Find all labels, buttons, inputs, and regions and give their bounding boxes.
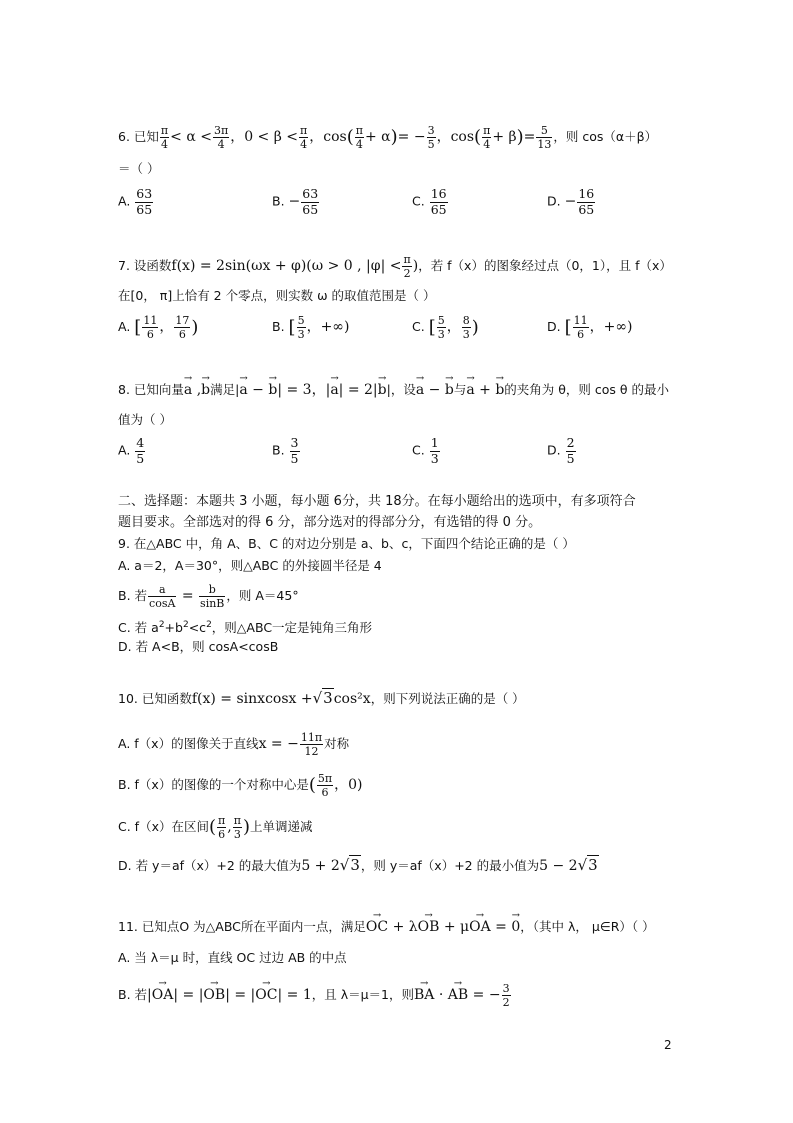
q11-stem — [118, 918, 655, 936]
page-number: 2 — [664, 1038, 672, 1052]
q9-b-pre: B. 若 — [118, 588, 148, 603]
option-letter: C. — [412, 193, 425, 209]
q11-option-b: B. 若|→ OA| = |→ OB| = |→ OC| = 1，且 λ＝μ＝1，则→ BA · → AB = − $\frac{3}{2}$ — [118, 983, 512, 1008]
q9-c-mid1: +b — [164, 620, 183, 636]
q6-cond1: < α < — [170, 129, 212, 145]
eqs: | = | — [225, 987, 256, 1003]
q10-b-post: ，0) — [334, 777, 363, 793]
num: 11 — [573, 314, 588, 327]
num: π — [233, 814, 241, 827]
den: 6 — [178, 328, 186, 341]
q10-c-frac1 — [217, 815, 226, 840]
num: 16 — [578, 186, 595, 201]
num: 8 — [462, 314, 470, 327]
q9-c-pre: C. 若 a — [118, 620, 159, 636]
option-letter: A. — [118, 442, 131, 458]
q8-part5: 与 — [453, 382, 467, 397]
option-letter: A. — [118, 193, 131, 209]
q9-stem — [118, 535, 575, 553]
q10-b-pre: B. f（x）的图像的一个对称中心是 — [118, 777, 309, 792]
vector-zero: → 0 — [511, 918, 520, 936]
vector-ob: → OB — [418, 918, 440, 936]
q10-b-frac — [317, 773, 333, 798]
vector-b: → b — [495, 381, 504, 399]
q7-frac — [402, 254, 411, 279]
q11-b-frac — [502, 983, 511, 1008]
q8-option-d — [547, 437, 577, 465]
den: 3 — [233, 828, 241, 841]
option-frac — [301, 188, 319, 216]
q6-frac-513 — [536, 125, 552, 150]
den: 12 — [304, 745, 319, 758]
q10-d-val2: 5 − 2 — [539, 858, 578, 874]
rest: ，+∞) — [589, 319, 633, 335]
frac1 — [142, 315, 158, 340]
bracket: ) — [471, 317, 479, 338]
num: π — [300, 124, 308, 137]
q11-a-text: A. 当 λ＝μ 时，直线 OC 过边 AB 的中点 — [118, 950, 347, 965]
q11-b-pre: B. 若 — [118, 987, 148, 1002]
option-letter: B. — [272, 193, 285, 209]
vector-b: → b — [445, 381, 454, 399]
q9-option-a — [118, 557, 382, 575]
num: 16 — [430, 186, 447, 201]
bracket: [ — [134, 317, 142, 338]
eq: = — [490, 919, 512, 935]
num: 5 — [536, 125, 552, 138]
q6-option-c — [412, 188, 449, 216]
radicand: 3 — [350, 856, 360, 874]
section2-line2 — [118, 514, 541, 532]
radicand: 3 — [588, 856, 598, 874]
radicand: 3 — [323, 689, 333, 707]
den: sinB — [200, 597, 225, 610]
q8-option-a — [118, 437, 146, 465]
sqrt-3: √3 — [577, 856, 598, 874]
num: a — [148, 584, 176, 597]
den: 3 — [437, 328, 445, 341]
den: 5 — [427, 138, 435, 151]
num: 11π — [300, 731, 323, 744]
frac2 — [174, 315, 190, 340]
option-letter: D. — [547, 193, 561, 209]
q6-frac-pi4c — [355, 125, 364, 150]
eqs: | = | — [173, 987, 204, 1003]
q6-cos1-mid: + α — [364, 129, 391, 145]
q10-prefix: 10. 已知函数 — [118, 691, 192, 706]
option-frac — [577, 188, 595, 216]
eq1: | = 1 — [277, 987, 312, 1003]
den-two: 2 — [403, 267, 411, 280]
q7-line2-text: 在[0， π]上恰有 2 个零点，则实数 ω 的取值范围是（ ） — [118, 288, 436, 303]
den: 6 — [321, 786, 329, 799]
den: 65 — [302, 201, 319, 217]
eq: = − — [468, 987, 501, 1003]
num: 5 — [437, 314, 445, 327]
option-letter: A. — [118, 319, 131, 334]
q9-b-post: ，则 A＝45° — [226, 588, 299, 603]
q6-line2-text: ＝（ ） — [118, 161, 160, 176]
q7-prefix: 7. 设函数 — [118, 258, 172, 273]
q8-part4: |，设 — [386, 382, 416, 397]
option-letter: D. — [547, 319, 561, 334]
sqrt-3: √3 — [339, 856, 360, 874]
q10-c-post: 上单调递减 — [249, 819, 313, 834]
den: 3 — [462, 328, 470, 341]
bracket: [ — [564, 317, 572, 338]
rest: ，+∞) — [306, 319, 350, 335]
section2-text1: 二、选择题：本题共 3 小题，每小题 6分，共 18分。在每小题给出的选项中，有多项符合 — [118, 494, 636, 509]
num: b — [199, 584, 225, 597]
q11-tail: ，（其中 λ， μ∈R）（ ） — [520, 919, 655, 934]
num: 3 — [427, 124, 435, 137]
q8-prefix: 8. 已知向量 — [118, 382, 184, 397]
option-letter: C. — [412, 319, 425, 334]
option-frac — [135, 188, 153, 216]
vector-b: → b — [201, 381, 210, 399]
vector-oc: → OC — [366, 918, 388, 936]
vector-ab: → AB — [448, 986, 468, 1004]
num: 5 — [297, 314, 305, 327]
q6-frac-35 — [427, 125, 436, 150]
sup: 2 — [206, 620, 212, 630]
num: 3 — [290, 435, 299, 450]
q6-frac-pi4b — [299, 125, 308, 150]
q6-option-b — [272, 188, 320, 216]
q8-part6: 的夹角为 θ，则 cos θ 的最小 — [504, 382, 670, 397]
q9-option-b — [118, 584, 299, 609]
num: 63 — [136, 186, 153, 201]
vector-ob: → OB — [203, 986, 225, 1004]
q10-d-pre: D. 若 y＝af（x）+2 的最大值为 — [118, 858, 302, 873]
den: 5 — [290, 450, 299, 466]
option-letter: B. — [272, 442, 285, 458]
option-frac — [290, 437, 300, 465]
mu: + μ — [439, 919, 470, 935]
q10-func: f(x) = sinxcosx + — [191, 691, 313, 707]
sup: 2 — [182, 620, 189, 630]
q6-tail: ，则 cos（α＋β） — [553, 129, 658, 144]
q9-a-text: A. a＝2，A＝30°，则△ABC 的外接圆半径是 4 — [118, 558, 382, 573]
frac2 — [462, 315, 471, 340]
option-frac — [135, 437, 145, 465]
q6-frac-pi4d — [482, 125, 491, 150]
q6-prefix: 6. 已知 — [118, 129, 159, 144]
q7-func-end: ) — [412, 258, 419, 274]
q7-stem — [118, 254, 672, 279]
vector-a: → a — [184, 381, 192, 399]
q9-stem-text: 9. 在△ABC 中，角 A、B、C 的对边分别是 a、b、c，下面四个结论正确的是（ ） — [118, 536, 575, 551]
q9-option-c — [118, 616, 372, 637]
q10-tail: ，则下列说法正确的是（ ） — [370, 691, 525, 706]
den: 6 — [218, 828, 226, 841]
q9-b-frac2 — [199, 584, 225, 609]
bracket: ) — [191, 317, 199, 338]
sqrt-3: √3 — [312, 689, 333, 707]
q10-a-pre: A. f（x）的图像关于直线 — [118, 736, 259, 751]
comma: , — [192, 382, 202, 398]
num: 63 — [302, 186, 319, 201]
num: 5π — [317, 772, 333, 785]
vector-a: → a — [330, 381, 338, 399]
q8-stem — [118, 381, 669, 399]
q9-c-mid2: <c — [188, 620, 207, 636]
vector-a: → a — [466, 381, 474, 399]
frac1 — [573, 315, 589, 340]
q6-cos1-eq: = − — [397, 129, 426, 145]
option-sign: − — [288, 193, 301, 210]
sep: ， — [446, 319, 461, 335]
den: 65 — [578, 201, 595, 217]
num: 17 — [175, 314, 190, 327]
sup: 2 — [158, 620, 165, 630]
q9-option-d — [118, 638, 278, 656]
q7-option-c — [412, 315, 479, 340]
q6-cos1: ，cos — [309, 129, 347, 145]
den: 4 — [355, 138, 363, 151]
q7-option-d — [547, 315, 632, 340]
option-letter: D. — [547, 442, 561, 458]
option-letter: B. — [272, 319, 285, 334]
q10-a-frac — [300, 732, 323, 757]
q10-func2: cos²x — [333, 691, 371, 707]
num: π — [403, 253, 411, 266]
section2-text2: 题目要求。全部选对的得 6 分，部分选对的得部分分，有选错的得 0 分。 — [118, 515, 542, 530]
vector-a: → a — [239, 381, 247, 399]
num: π — [483, 124, 491, 137]
vector-b: → b — [268, 381, 277, 399]
q10-option-c: C. f（x）在区间( $\frac{\pi}{6}$ , $\frac{\pi}{3}$ )上单调递减 — [118, 814, 313, 841]
den: 6 — [577, 328, 585, 341]
frac1 — [437, 315, 446, 340]
q6-option-d — [547, 188, 596, 216]
option-frac — [430, 188, 448, 216]
q10-d-val1: 5 + 2 — [301, 858, 340, 874]
q6-cos2-eq: = — [523, 129, 536, 145]
q7-tail: ，若 f（x）的图象经过点（0，1），且 f（x） — [418, 258, 672, 273]
vector-oa: → OA — [469, 918, 491, 936]
q11-prefix: 11. 已知点O 为△ABC所在平面内一点，满足 — [118, 919, 366, 934]
q10-a-post: 对称 — [324, 736, 350, 751]
q6-option-a — [118, 188, 154, 216]
q7-option-b — [272, 315, 349, 340]
q7-line2 — [118, 287, 436, 305]
den: 4 — [300, 138, 308, 151]
option-frac — [566, 437, 576, 465]
num: 3π — [213, 124, 229, 137]
den: cosA — [149, 597, 176, 610]
bracket: [ — [288, 317, 296, 338]
num: 1 — [430, 435, 439, 450]
option-sign: − — [564, 193, 577, 210]
q10-d-mid: ，则 y＝af（x）+2 的最小值为 — [360, 858, 540, 873]
dot: · — [434, 987, 448, 1003]
q7-option-a — [118, 315, 198, 340]
den: 5 — [136, 450, 145, 466]
bracket: [ — [428, 317, 436, 338]
vector-ba: → BA — [414, 986, 434, 1004]
den: 4 — [217, 138, 225, 151]
section2-line1 — [118, 493, 636, 511]
q8-option-b — [272, 437, 301, 465]
q11-b-mid: ，且 λ＝μ＝1，则 — [311, 987, 415, 1002]
q10-stem — [118, 689, 525, 708]
num: π — [160, 124, 169, 137]
den: 6 — [146, 328, 154, 341]
q6-line2 — [118, 160, 159, 178]
vector-a: → a — [416, 381, 424, 399]
q6-frac-pi4 — [160, 125, 169, 150]
den: 5 — [566, 450, 575, 466]
num: π — [218, 814, 226, 827]
lambda: + λ — [388, 919, 418, 935]
num: 11 — [143, 314, 158, 327]
den: 65 — [430, 201, 447, 217]
option-letter: C. — [412, 442, 425, 458]
num: π — [355, 124, 363, 137]
q10-c-pre: C. f（x）在区间 — [118, 819, 209, 834]
den: 4 — [483, 138, 491, 151]
sep: ， — [159, 319, 174, 335]
q10-option-d — [118, 856, 599, 875]
num: 2 — [566, 435, 575, 450]
q10-option-b: B. f（x）的图像的一个对称中心是( $\frac{5\pi}{6}$ ，0) — [118, 772, 363, 799]
q10-a-eq: x = − — [258, 736, 299, 752]
den: 13 — [537, 138, 552, 151]
q9-d-text: D. 若 A<B，则 cosA<cosB — [118, 639, 279, 654]
q6-frac-3pi4 — [213, 125, 229, 150]
q10-option-a — [118, 732, 349, 757]
eq: = — [177, 588, 199, 604]
q11-option-a — [118, 949, 347, 967]
den: 3 — [297, 328, 305, 341]
vector-oc: → OC — [255, 986, 277, 1004]
q8-part2: | = 3，| — [277, 382, 331, 398]
minus: − — [424, 382, 445, 398]
den: 3 — [430, 450, 439, 466]
den: 2 — [502, 996, 510, 1009]
vector-b: → b — [378, 381, 387, 399]
q8-line2-text: 值为（ ） — [118, 412, 172, 427]
plus: + — [474, 382, 496, 398]
den: 4 — [161, 138, 169, 151]
q10-c-frac2 — [233, 815, 242, 840]
q8-part1: 满足| — [210, 382, 240, 397]
minus: − — [247, 382, 269, 398]
q9-b-frac1 — [148, 584, 176, 609]
q6-cond2: ，0 < β < — [230, 129, 299, 145]
vector-oa: → OA — [152, 986, 174, 1004]
q8-part3: | = 2| — [338, 382, 378, 398]
option-frac — [430, 437, 440, 465]
q8-option-c — [412, 437, 441, 465]
q8-line2 — [118, 411, 172, 429]
frac1 — [297, 315, 306, 340]
num: 4 — [136, 435, 145, 450]
den: 65 — [136, 201, 153, 217]
q7-func: f(x) = 2sin(ωx + φ)(ω > 0 , |φ| < — [171, 258, 402, 274]
q6-cos2: ，cos — [436, 129, 475, 145]
q6-cos2-mid: + β — [492, 129, 517, 145]
num: 3 — [502, 982, 510, 995]
q6-stem: 6. 已知 $\frac{\pi}{4}$ < α < $\frac{3\pi}{4}$ ，0 < β < $\frac{\pi}{4}$ ，cos( $\frac{\pi}{4}$ + α)= − $\frac{3}{5}$ ，cos( $\frac{\pi}{4}$ + β)= $\frac{5}{13}$ ，则 cos（α＋β） — [118, 124, 658, 151]
q9-c-post: ，则△ABC一定是钝角三角形 — [211, 620, 373, 636]
